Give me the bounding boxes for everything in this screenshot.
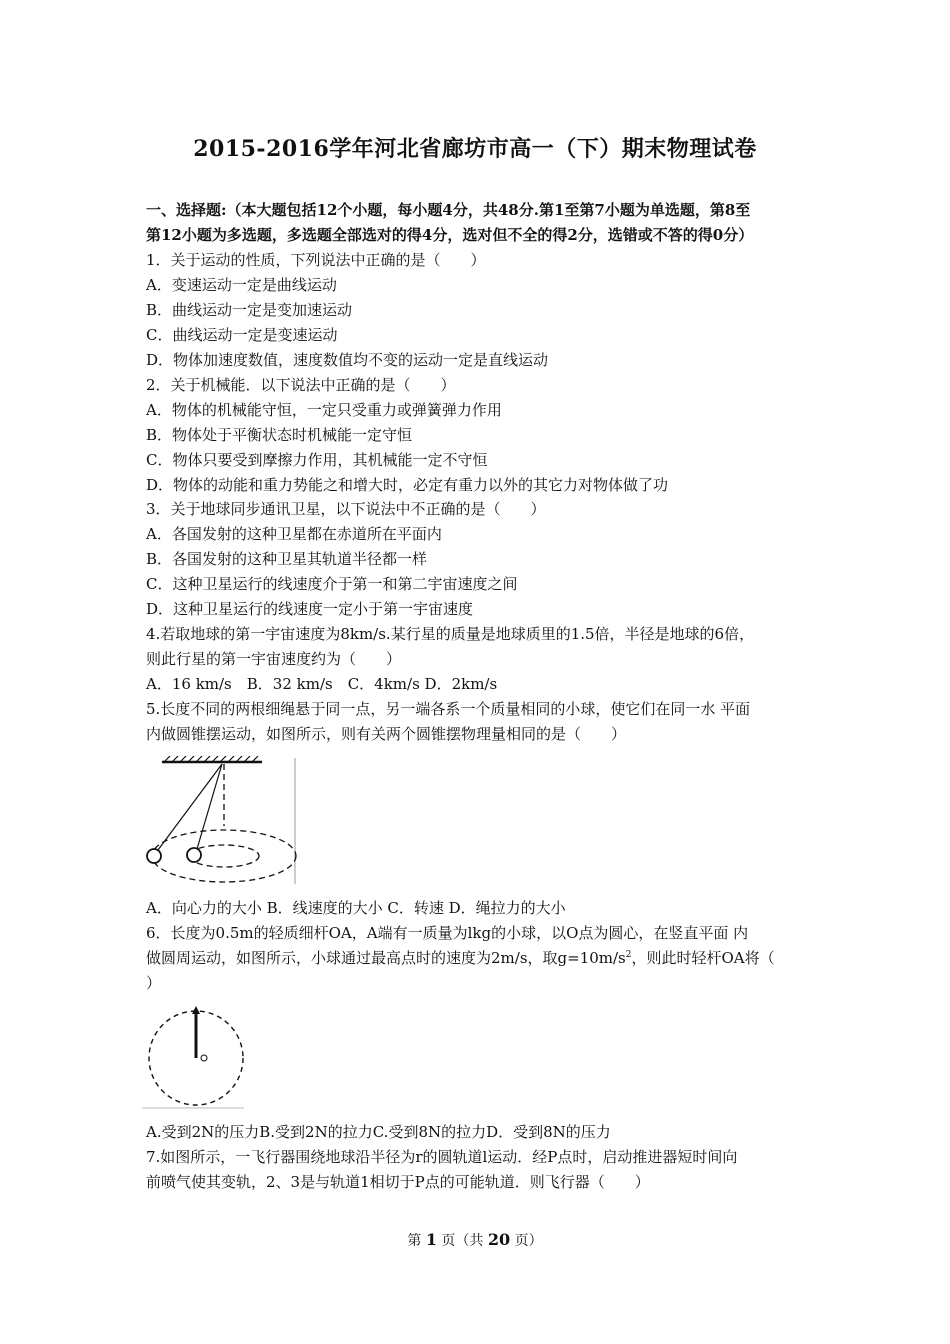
- outer-orbit-ellipse: [152, 830, 296, 882]
- long-string: [158, 764, 222, 850]
- rod-circle-figure: [140, 1002, 250, 1114]
- q2-option-b: B．物体处于平衡状态时机械能一定守恒: [146, 426, 413, 444]
- q4-stem-line2: 则此行星的第一宇宙速度约为（ ）: [146, 650, 402, 668]
- q3-option-a: A．各国发射的这种卫星都在赤道所在平面内: [146, 525, 442, 543]
- page-title: 2015-2016学年河北省廊坊市高一（下）期末物理试卷: [193, 136, 757, 162]
- footer-suffix: 页）: [510, 1233, 543, 1249]
- q6-stem-line2-text: 做圆周运动，如图所示，小球通过最高点时的速度为2m/s，取g=10m/s: [146, 949, 626, 967]
- footer-prefix: 第: [407, 1233, 426, 1249]
- footer-middle: 页（共: [436, 1233, 488, 1249]
- q6-stem-line2-tail: ，则此时轻杆OA将（: [631, 949, 775, 967]
- q2-option-a: A．物体的机械能守恒，一定只受重力或弹簧弹力作用: [146, 401, 502, 419]
- q3-option-c: C．这种卫星运行的线速度介于第一和第二宇宙速度之间: [146, 575, 518, 593]
- q6-stem-line3: ）: [146, 974, 162, 992]
- section-instructions-line2: 第12小题为多选题，多选题全部选对的得4分，选对但不全的得2分，选错或不答的得0分）: [146, 226, 754, 244]
- q6-superscript: 2: [625, 950, 632, 960]
- q5-options: A．向心力的大小 B．线速度的大小 C．转速 D．绳拉力的大小: [146, 899, 566, 917]
- ball-inner: [187, 848, 201, 862]
- q7-stem-line1: 7.如图所示，一飞行器围绕地球沿半径为r的圆轨道l运动．经P点时，启动推进器短时间向: [146, 1148, 738, 1166]
- page-footer: [0, 1230, 950, 1250]
- q6-options: A.受到2N的压力B.受到2N的拉力C.受到8N的拉力D．受到8N的压力: [146, 1123, 611, 1141]
- q6-stem-line1: 6．长度为0.5m的轻质细杆OA，A端有一质量为lkg的小球，以O点为圆心，在竖直平面 内: [146, 924, 749, 942]
- footer-total-pages: 20: [487, 1230, 511, 1249]
- q4-options: A．16 km/s B．32 km/s C．4km/s D．2km/s: [146, 675, 498, 693]
- q3-stem: 3．关于地球同步通讯卫星，以下说法中不正确的是（ ）: [146, 500, 546, 518]
- q1-option-c: C．曲线运动一定是变速运动: [146, 326, 338, 344]
- q1-stem: 1．关于运动的性质，下列说法中正确的是（ ）: [146, 251, 486, 269]
- conical-pendulum-figure: [142, 756, 302, 888]
- q3-option-b: B．各国发射的这种卫星其轨道半径都一样: [146, 550, 428, 568]
- q1-option-a: A．变速运动一定是曲线运动: [146, 276, 337, 294]
- footer-page-number: 1: [425, 1230, 437, 1249]
- q6-stem-line2: [146, 946, 826, 971]
- q2-option-d: D．物体的动能和重力势能之和增大时，必定有重力以外的其它力对物体做了功: [146, 476, 669, 494]
- q2-stem: 2．关于机械能．以下说法中正确的是（ ）: [146, 376, 456, 394]
- q5-stem-line2: 内做圆锥摆运动，如图所示，则有关两个圆锥摆物理量相同的是（ ）: [146, 725, 627, 743]
- short-string: [197, 764, 222, 849]
- q2-option-c: C．物体只要受到摩擦力作用，其机械能一定不守恒: [146, 451, 488, 469]
- q1-option-d: D．物体加速度数值，速度数值均不变的运动一定是直线运动: [146, 351, 549, 369]
- point-o-marker: [201, 1055, 207, 1061]
- q5-stem-line1: 5.长度不同的两根细绳悬于同一点，另一端各系一个质量相同的小球，使它们在同一水 平面: [146, 700, 751, 718]
- q1-option-b: B．曲线运动一定是变加速运动: [146, 301, 353, 319]
- q3-option-d: D．这种卫星运行的线速度一定小于第一宇宙速度: [146, 600, 474, 618]
- q7-stem-line2: 前喷气使其变轨，2、3是与轨道1相切于P点的可能轨道．则飞行器（ ）: [146, 1173, 650, 1191]
- point-a-arrow: [192, 1006, 200, 1014]
- section-instructions-line1: 一、选择题:（本大题包括12个小题，每小题4分，共48分.第1至第7小题为单选题，第8至: [146, 201, 751, 219]
- ball-outer: [147, 849, 161, 863]
- q4-stem-line1: 4.若取地球的第一宇宙速度为8km/s.某行星的质量是地球质里的1.5倍，半径是地球的6倍，: [146, 625, 755, 643]
